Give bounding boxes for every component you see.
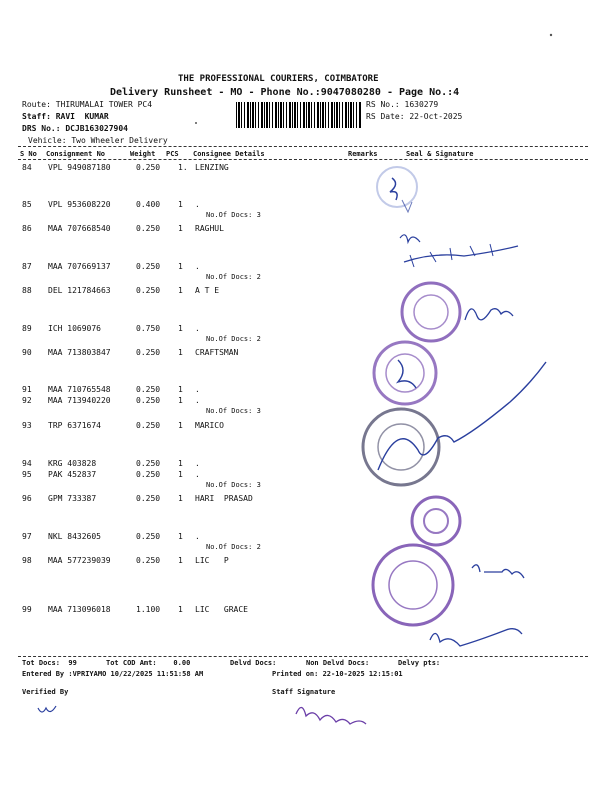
row-consignee: .: [195, 385, 200, 394]
purple-stamp-icon: [374, 342, 436, 404]
row-pcs: 1: [178, 532, 183, 541]
row-sno: 90: [22, 348, 32, 357]
runsheet-title: Delivery Runsheet - MO - Phone No.:9047080280 - Page No.:4: [110, 87, 460, 98]
row-weight: 0.750: [136, 324, 161, 333]
row-consignee: .: [195, 459, 200, 468]
row-sno: 88: [22, 286, 32, 295]
row-sno: 89: [22, 324, 32, 333]
row-consignment: MAA 707669137: [48, 262, 111, 271]
row-sno: 94: [22, 459, 32, 468]
row-consignment: VPL 949087180: [48, 163, 111, 172]
row-sno: 97: [22, 532, 32, 541]
row-weight: 0.250: [136, 286, 161, 295]
row-weight: 0.250: [136, 421, 161, 430]
row-consignee: .: [195, 532, 200, 541]
route-label: Route: THIRUMALAI TOWER PC4: [22, 100, 153, 109]
row-sno: 91: [22, 385, 32, 394]
row-pcs: 1: [178, 262, 183, 271]
delivery-points: Delvy pts:: [398, 659, 441, 667]
row-weight: 0.250: [136, 163, 161, 172]
row-sno: 93: [22, 421, 32, 430]
row-consignment: MAA 710765548: [48, 385, 111, 394]
entered-by: Entered By :VPRIYAMO 10/22/2025 11:51:58 AM: [22, 670, 204, 678]
row-weight: 0.250: [136, 348, 161, 357]
handwritten-date-99: [430, 629, 522, 646]
row-consignee: A T E: [195, 286, 220, 295]
col-remarks: Remarks: [348, 150, 378, 158]
row-consignment: DEL 121784663: [48, 286, 111, 295]
row-pcs: 1: [178, 348, 183, 357]
signature-mark-93: [378, 362, 546, 470]
row-consignee: .: [195, 262, 200, 271]
verified-by-label: Verified By: [22, 688, 69, 696]
total-docs: Tot Docs: 99: [22, 659, 77, 667]
row-docs-count: No.Of Docs: 3: [206, 211, 261, 219]
col-weight: Weight: [130, 150, 156, 158]
non-delivered-docs: Non Delvd Docs:: [306, 659, 370, 667]
row-consignment: MAA 713940220: [48, 396, 111, 405]
row-pcs: 1: [178, 324, 183, 333]
row-pcs: 1: [178, 286, 183, 295]
row-sno: 85: [22, 200, 32, 209]
row-consignee: .: [195, 324, 200, 333]
signature-mark-84: [390, 178, 397, 200]
row-weight: 0.250: [136, 396, 161, 405]
row-pcs: 1: [178, 224, 183, 233]
row-pcs: 1.: [178, 163, 188, 172]
row-pcs: 1: [178, 605, 183, 614]
row-consignment: MAA 577239039: [48, 556, 111, 565]
rs-number: RS No.: 1630279: [366, 100, 439, 109]
col-sno: S No: [20, 150, 37, 158]
row-sno: 84: [22, 163, 32, 172]
row-weight: 0.400: [136, 200, 161, 209]
staff-signature-label: Staff Signature: [272, 688, 336, 696]
row-consignee: MARICO: [195, 421, 224, 430]
row-consignment: NKL 8432605: [48, 532, 101, 541]
handwritten-date-98: [472, 565, 524, 578]
row-docs-count: No.Of Docs: 3: [206, 481, 261, 489]
row-consignment: GPM 733387: [48, 494, 97, 503]
footer-rule: [18, 656, 588, 657]
company-title: THE PROFESSIONAL COURIERS, COIMBATORE: [178, 74, 379, 84]
delivered-docs: Delvd Docs:: [230, 659, 277, 667]
col-consignee: Consignee Details: [193, 150, 265, 158]
row-sno: 92: [22, 396, 32, 405]
row-pcs: 1: [178, 556, 183, 565]
rs-date: RS Date: 22-Oct-2025: [366, 112, 463, 121]
row-weight: 0.250: [136, 224, 161, 233]
printed-on: Printed on: 22-10-2025 12:15:01: [272, 670, 403, 678]
row-consignee: CRAFTSMAN: [195, 348, 239, 357]
row-pcs: 1: [178, 385, 183, 394]
row-consignment: VPL 953608220: [48, 200, 111, 209]
row-consignee: .: [195, 396, 200, 405]
row-consignment: TRP 6371674: [48, 421, 101, 430]
row-consignee: .: [195, 470, 200, 479]
row-weight: 0.250: [136, 470, 161, 479]
row-weight: 0.250: [136, 262, 161, 271]
row-docs-count: No.Of Docs: 2: [206, 273, 261, 281]
total-cod-amount: Tot COD Amt: 0.00: [106, 659, 191, 667]
row-consignment: KRG 403828: [48, 459, 97, 468]
company-stamp-icon: [402, 283, 460, 341]
row-consignment: MAA 713096018: [48, 605, 111, 614]
row-consignment: MAA 713803847: [48, 348, 111, 357]
barcode: [236, 102, 361, 128]
row-weight: 0.250: [136, 494, 161, 503]
row-pcs: 1: [178, 459, 183, 468]
row-weight: 1.100: [136, 605, 161, 614]
row-sno: 96: [22, 494, 32, 503]
row-docs-count: No.Of Docs: 2: [206, 543, 261, 551]
col-pcs: PCS: [166, 150, 179, 158]
header-rule-top: [18, 146, 588, 147]
row-pcs: 1: [178, 200, 183, 209]
row-weight: 0.250: [136, 385, 161, 394]
row-docs-count: No.Of Docs: 3: [206, 407, 261, 415]
row-weight: 0.250: [136, 532, 161, 541]
row-consignee: LENZING: [195, 163, 229, 172]
row-docs-count: No.Of Docs: 2: [206, 335, 261, 343]
row-consignee: HARI PRASAD: [195, 494, 253, 503]
row-sno: 95: [22, 470, 32, 479]
row-sno: 87: [22, 262, 32, 271]
header-rule-bottom: [18, 159, 588, 160]
row-pcs: 1: [178, 494, 183, 503]
row-sno: 98: [22, 556, 32, 565]
faint-stamp-icon: [377, 167, 417, 207]
row-sno: 86: [22, 224, 32, 233]
col-consignment: Consignment No: [46, 150, 106, 158]
verified-signature: [38, 706, 56, 712]
signature-mark-89: [465, 309, 513, 320]
lic-stamp-icon: [373, 545, 453, 625]
col-seal: Seal & Signature: [406, 150, 474, 158]
staff-label: Staff: RAVI KUMAR: [22, 112, 109, 121]
row-consignee: LIC P: [195, 556, 229, 565]
row-pcs: 1: [178, 421, 183, 430]
row-consignee: LIC GRACE: [195, 605, 248, 614]
vehicle-label: Vehicle: Two Wheeler Delivery: [28, 136, 168, 145]
row-weight: 0.250: [136, 459, 161, 468]
row-pcs: 1: [178, 470, 183, 479]
legal-stamp-icon: [412, 497, 460, 545]
signature-mark-87: [404, 246, 518, 262]
row-consignment: MAA 707668540: [48, 224, 111, 233]
row-weight: 0.250: [136, 556, 161, 565]
row-sno: 99: [22, 605, 32, 614]
marico-stamp-icon: [363, 409, 439, 485]
row-consignment: PAK 452837: [48, 470, 97, 479]
row-consignee: RAGHUL: [195, 224, 224, 233]
drs-label: DRS No.: DCJB163027904: [22, 124, 128, 133]
row-consignment: ICH 1069076: [48, 324, 101, 333]
row-pcs: 1: [178, 396, 183, 405]
staff-signature-scribble: [296, 707, 366, 724]
row-consignee: .: [195, 200, 200, 209]
